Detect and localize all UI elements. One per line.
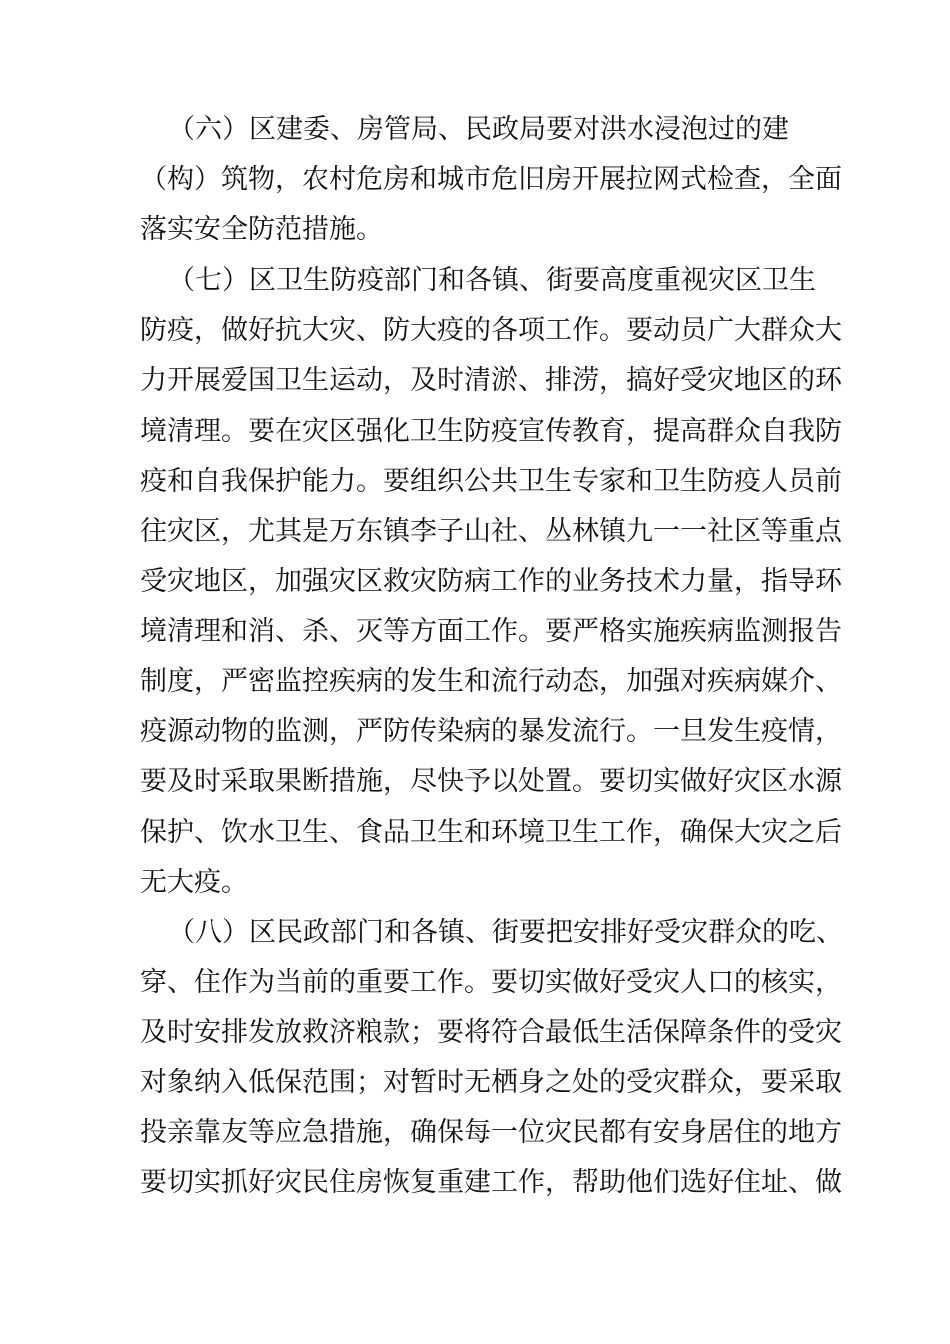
paragraph-8-line-4: 对象纳入低保范围；对暂时无栖身之处的受灾群众，要采取 xyxy=(140,1067,842,1098)
paragraph-7-line-10: 疫源动物的监测，严防传染病的暴发流行。一旦发生疫情， xyxy=(140,716,842,747)
paragraph-7-line-12: 保护、饮水卫生、食品卫生和环境卫生工作，确保大灾之后 xyxy=(140,817,842,848)
paragraph-7-line-1: （七）区卫生防疫部门和各镇、街要高度重视灾区卫生 xyxy=(168,265,816,296)
paragraph-8-line-1: （八）区民政部门和各镇、街要把安排好受灾群众的吃、 xyxy=(168,917,843,948)
paragraph-8-line-2: 穿、住作为当前的重要工作。要切实做好受灾人口的核实， xyxy=(140,967,842,998)
paragraph-7-line-9: 制度，严密监控疾病的发生和流行动态，加强对疾病媒介、 xyxy=(140,666,842,697)
paragraph-8-line-3: 及时安排发放救济粮款；要将符合最低生活保障条件的受灾 xyxy=(140,1017,842,1048)
paragraph-7-line-2: 防疫，做好抗大灾、防大疫的各项工作。要动员广大群众大 xyxy=(140,315,842,346)
paragraph-7-line-11: 要及时采取果断措施，尽快予以处置。要切实做好灾区水源 xyxy=(140,766,842,797)
paragraph-7-line-4: 境清理。要在灾区强化卫生防疫宣传教育，提高群众自我防 xyxy=(140,416,842,447)
paragraph-7-line-7: 受灾地区，加强灾区救灾防病工作的业务技术力量，指导环 xyxy=(140,566,842,597)
paragraph-6-line-1: （六）区建委、房管局、民政局要对洪水浸泡过的建 xyxy=(168,114,789,145)
paragraph-7-line-13: 无大疫。 xyxy=(140,867,248,898)
paragraph-7-line-8: 境清理和消、杀、灭等方面工作。要严格实施疾病监测报告 xyxy=(140,616,842,647)
paragraph-7-line-6: 往灾区，尤其是万东镇李子山社、丛林镇九一一社区等重点 xyxy=(140,516,842,547)
paragraph-8-line-5: 投亲靠友等应急措施，确保每一位灾民都有安身居住的地方 xyxy=(140,1117,842,1148)
paragraph-8-line-6: 要切实抓好灾民住房恢复重建工作，帮助他们选好住址、做 xyxy=(140,1167,842,1198)
paragraph-6-line-2: （构）筑物，农村危房和城市危旧房开展拉网式检查，全面 xyxy=(140,164,842,195)
paragraph-7-line-5: 疫和自我保护能力。要组织公共卫生专家和卫生防疫人员前 xyxy=(140,466,842,497)
paragraph-6-line-3: 落实安全防范措施。 xyxy=(140,214,383,245)
paragraph-7-line-3: 力开展爱国卫生运动，及时清淤、排涝，搞好受灾地区的环 xyxy=(140,365,842,396)
